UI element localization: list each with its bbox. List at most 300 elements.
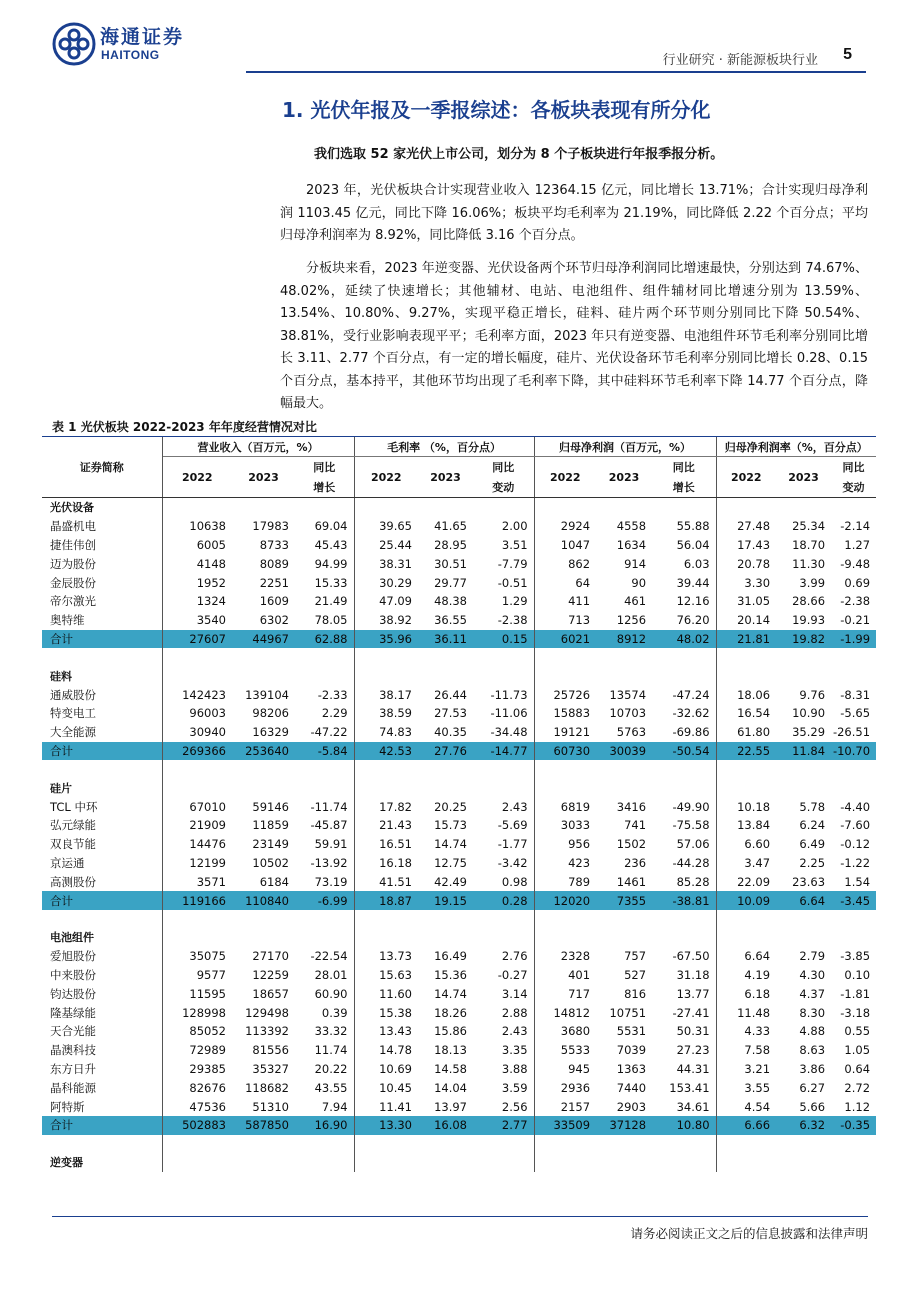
table-row xyxy=(42,816,876,835)
table-cell: 18.06 xyxy=(737,687,771,702)
table-cell xyxy=(473,498,534,517)
table-cell xyxy=(162,648,232,666)
table-cell: -2.38 xyxy=(473,611,534,630)
table-cell: 128998 xyxy=(182,1005,226,1020)
table-cell: 25.44 xyxy=(379,537,413,552)
table-cell xyxy=(295,648,354,666)
table-cell: 64 xyxy=(575,575,591,590)
table-cell xyxy=(473,648,534,666)
table-cell: 1.29 xyxy=(473,592,534,611)
company-name: 高测股份 xyxy=(42,872,162,891)
table-cell xyxy=(534,910,596,928)
table-cell: 6021 xyxy=(534,630,596,649)
table-cell: -0.35 xyxy=(831,1116,876,1135)
table-cell: -3.85 xyxy=(840,949,871,964)
table-cell: 4.19 xyxy=(744,967,771,982)
table-cell: 862 xyxy=(568,556,591,571)
table-cell: 2.25 xyxy=(799,855,826,870)
table-cell: 1324 xyxy=(196,594,226,609)
table-cell xyxy=(596,910,652,928)
table-cell: 1461 xyxy=(616,874,647,889)
table-cell xyxy=(354,1153,418,1172)
year-header: 2022 xyxy=(534,457,596,498)
table-cell xyxy=(295,1135,354,1153)
table-cell xyxy=(162,760,232,778)
performance-table xyxy=(42,437,876,1172)
paragraph-segments: 分板块来看，2023 年逆变器、光伏设备两个环节归母净利润同比增速最快，分别达到 74.67%、48.02%，延续了快速增长；其他辅材、电站、电池组件、组件辅材同比增速分别为 13.59%、13.54%、10.80%、9.27%，实现平稳正增长，硅料、硅片两个环节则分别同比下降 50.54%、38.81%，受行业影响表现平平；毛利率方面，2023 年只有逆变器、电池组件环节毛利率分别同比增长 3.11、2.77 个百分点，有一定的增长幅度，硅片、光伏设备环节毛利率分别同比增长 0.28、0.15 个百分点，基本持平，其他环节均出现了毛利率下降，其中硅料环节毛利率下降 14.77 个百分点，降幅最大。 xyxy=(280,261,868,411)
table-cell: -34.48 xyxy=(473,723,534,742)
table-cell: 16.18 xyxy=(379,855,413,870)
table-cell: 40.35 xyxy=(434,725,468,740)
table-cell: 110840 xyxy=(232,891,295,910)
table-cell: 2.43 xyxy=(473,797,534,816)
table-cell: 14812 xyxy=(553,1005,591,1020)
table-cell: 19.15 xyxy=(418,891,473,910)
table-cell: -11.73 xyxy=(473,685,534,704)
table-spacer-row xyxy=(42,648,876,666)
table-cell: 13574 xyxy=(609,687,647,702)
company-name: 晶科能源 xyxy=(42,1078,162,1097)
column-group-net-margin: 归母净利润率（%，百分点） xyxy=(716,437,876,457)
table-cell: 3.59 xyxy=(473,1078,534,1097)
table-cell: 789 xyxy=(568,874,591,889)
table-cell: 3680 xyxy=(560,1024,591,1039)
table-cell: 37128 xyxy=(596,1116,652,1135)
table-cell: 717 xyxy=(568,986,591,1001)
sector-name: 逆变器 xyxy=(42,1153,162,1172)
company-name: 迈为股份 xyxy=(42,554,162,573)
table-row xyxy=(42,592,876,611)
table-cell xyxy=(162,498,232,517)
table-cell: 2.77 xyxy=(473,1116,534,1135)
table-cell: -4.40 xyxy=(840,799,871,814)
table-cell: 14476 xyxy=(189,837,226,852)
change-header-top: 同比 xyxy=(652,457,716,478)
table-cell: 401 xyxy=(568,967,591,982)
table-header-row-groups xyxy=(42,437,876,457)
table-cell xyxy=(232,498,295,517)
table-cell: 6.03 xyxy=(652,554,716,573)
year-header: 2022 xyxy=(162,457,232,498)
table-row xyxy=(42,573,876,592)
table-cell: -3.18 xyxy=(840,1005,871,1020)
table-row xyxy=(42,704,876,723)
table-cell xyxy=(716,910,776,928)
table-cell: 15.33 xyxy=(295,573,354,592)
year-header: 2022 xyxy=(354,457,418,498)
table-cell: -67.50 xyxy=(652,947,716,966)
table-cell xyxy=(354,666,418,685)
table-cell: -1.77 xyxy=(473,835,534,854)
table-cell: 45.43 xyxy=(295,536,354,555)
table-cell: -38.81 xyxy=(652,891,716,910)
table-cell: 3.14 xyxy=(473,984,534,1003)
table-cell xyxy=(232,910,295,928)
table-row xyxy=(42,835,876,854)
table-cell: 10.45 xyxy=(379,1080,413,1095)
table-cell: 0.69 xyxy=(844,575,871,590)
table-cell: -5.69 xyxy=(473,816,534,835)
table-cell xyxy=(716,1135,776,1153)
table-cell: -6.99 xyxy=(295,891,354,910)
table-cell: 2.72 xyxy=(844,1080,871,1095)
table-cell xyxy=(652,778,716,797)
table-cell: 42.49 xyxy=(434,874,468,889)
table-cell: 5531 xyxy=(616,1024,647,1039)
table-cell: 13.97 xyxy=(434,1099,468,1114)
table-cell: 11.84 xyxy=(776,742,831,761)
table-cell: 0.98 xyxy=(473,872,534,891)
table-cell: 6.66 xyxy=(716,1116,776,1135)
table-cell: 6005 xyxy=(196,537,226,552)
company-name: 合计 xyxy=(42,1116,162,1135)
table-cell: 4148 xyxy=(196,556,226,571)
table-cell: 17983 xyxy=(252,519,289,534)
table-cell: 3.30 xyxy=(744,575,771,590)
company-name: 钧达股份 xyxy=(42,984,162,1003)
table-cell: -2.38 xyxy=(840,594,871,609)
table-row xyxy=(42,1078,876,1097)
table-cell: 11595 xyxy=(189,986,226,1001)
table-cell: 12.75 xyxy=(434,855,468,870)
column-group-revenue: 营业收入（百万元，%） xyxy=(162,437,354,457)
haitong-logo-mark-icon xyxy=(52,22,96,66)
table-cell xyxy=(596,498,652,517)
table-cell: 12.16 xyxy=(652,592,716,611)
table-cell: 15883 xyxy=(553,706,591,721)
lead-sentence: 我们选取 52 家光伏上市公司，划分为 8 个子板块进行年报季报分析。 xyxy=(314,147,724,162)
table-cell: 7039 xyxy=(616,1043,647,1058)
table-cell: 73.19 xyxy=(295,872,354,891)
table-cell: 56.04 xyxy=(652,536,716,555)
table-cell: 1502 xyxy=(616,837,647,852)
table-cell: 269366 xyxy=(162,742,232,761)
table-cell xyxy=(831,498,876,517)
table-cell: 94.99 xyxy=(295,554,354,573)
table-cell: -47.22 xyxy=(295,723,354,742)
table-cell: 8.63 xyxy=(799,1043,826,1058)
table-cell: 18.26 xyxy=(434,1005,468,1020)
change-header-bottom: 变动 xyxy=(473,477,534,498)
table-cell xyxy=(295,910,354,928)
table-cell: 78.05 xyxy=(295,611,354,630)
year-header: 2022 xyxy=(716,457,776,498)
table-cell xyxy=(831,666,876,685)
company-name: 帝尔激光 xyxy=(42,592,162,611)
table-cell: 14.74 xyxy=(434,986,468,1001)
table-cell: 118682 xyxy=(245,1080,289,1095)
table-cell: -3.42 xyxy=(473,854,534,873)
table-cell xyxy=(534,760,596,778)
table-cell: 20.78 xyxy=(737,556,771,571)
column-group-gross-margin: 毛利率 （%，百分点） xyxy=(354,437,534,457)
table-cell: -9.48 xyxy=(840,556,871,571)
table-cell: 16.90 xyxy=(295,1116,354,1135)
table-cell: 18657 xyxy=(252,986,289,1001)
table-cell xyxy=(418,910,473,928)
table-cell: 2.29 xyxy=(295,704,354,723)
company-name: 双良节能 xyxy=(42,835,162,854)
table-cell xyxy=(831,1153,876,1172)
table-cell: 2936 xyxy=(560,1080,591,1095)
table-cell: 30940 xyxy=(189,725,226,740)
table-cell: 42.53 xyxy=(354,742,418,761)
table-cell: 6.32 xyxy=(776,1116,831,1135)
table-cell xyxy=(776,1153,831,1172)
company-name: 爱旭股份 xyxy=(42,947,162,966)
table-cell: -10.70 xyxy=(831,742,876,761)
table-cell: -32.62 xyxy=(652,704,716,723)
table-cell: 27.53 xyxy=(434,706,468,721)
table-spacer-row xyxy=(42,760,876,778)
table-cell: 23149 xyxy=(252,837,289,852)
table-total-row xyxy=(42,630,876,649)
company-name: 合计 xyxy=(42,742,162,761)
table-cell: 60.90 xyxy=(295,984,354,1003)
table-cell: 59.91 xyxy=(295,835,354,854)
table-cell: -1.99 xyxy=(831,630,876,649)
table-cell: 741 xyxy=(624,818,647,833)
table-cell: 3.21 xyxy=(744,1061,771,1076)
company-name: 阿特斯 xyxy=(42,1097,162,1116)
table-row xyxy=(42,723,876,742)
table-cell: -11.74 xyxy=(295,797,354,816)
table-cell: 96003 xyxy=(189,706,226,721)
change-header-top: 同比 xyxy=(473,457,534,478)
table-cell: 38.17 xyxy=(379,687,413,702)
table-cell: 27607 xyxy=(162,630,232,649)
table-cell: 35327 xyxy=(252,1061,289,1076)
table-cell: 6819 xyxy=(560,799,591,814)
table-header-row-years xyxy=(42,457,876,478)
table-cell: 33509 xyxy=(534,1116,596,1135)
company-name: 金辰股份 xyxy=(42,573,162,592)
table-cell: 16.51 xyxy=(379,837,413,852)
table-cell: 26.44 xyxy=(434,687,468,702)
table-cell xyxy=(354,778,418,797)
table-cell xyxy=(354,1135,418,1153)
table-cell: 5.78 xyxy=(799,799,826,814)
table-cell: 15.86 xyxy=(434,1024,468,1039)
table-cell: 31.05 xyxy=(737,594,771,609)
table-cell: 33.32 xyxy=(295,1022,354,1041)
table-cell: 20.25 xyxy=(434,799,468,814)
table-cell: 0.10 xyxy=(844,967,871,982)
table-cell: 22.09 xyxy=(737,874,771,889)
table-row xyxy=(42,554,876,573)
table-cell xyxy=(534,1135,596,1153)
table-cell: 76.20 xyxy=(652,611,716,630)
table-cell: 6.18 xyxy=(744,986,771,1001)
table-cell: -22.54 xyxy=(295,947,354,966)
table-cell xyxy=(473,760,534,778)
table-cell: 25.34 xyxy=(792,519,826,534)
table-cell: -69.86 xyxy=(652,723,716,742)
table-cell xyxy=(295,498,354,517)
table-cell: 3.47 xyxy=(744,855,771,870)
table-cell: 3.99 xyxy=(799,575,826,590)
year-header: 2023 xyxy=(776,457,831,498)
table-row xyxy=(42,517,876,536)
table-cell: 28.95 xyxy=(434,537,468,552)
table-cell: -50.54 xyxy=(652,742,716,761)
table-cell xyxy=(831,760,876,778)
table-cell: 13.73 xyxy=(379,949,413,964)
table-cell: 0.64 xyxy=(844,1061,871,1076)
table-cell: 7.58 xyxy=(744,1043,771,1058)
company-name: 天合光能 xyxy=(42,1022,162,1041)
table-cell xyxy=(652,666,716,685)
table-cell xyxy=(596,1135,652,1153)
table-cell: 17.43 xyxy=(737,537,771,552)
page-number: 5 xyxy=(843,46,852,63)
table-cell: 12259 xyxy=(252,967,289,982)
table-cell: 11.48 xyxy=(737,1005,771,1020)
sector-name: 电池组件 xyxy=(42,928,162,947)
company-name: 弘元绿能 xyxy=(42,816,162,835)
table-cell: 956 xyxy=(568,837,591,852)
table-cell: 21909 xyxy=(189,818,226,833)
table-cell xyxy=(534,648,596,666)
table-cell: 34.61 xyxy=(652,1097,716,1116)
table-cell: 7.94 xyxy=(295,1097,354,1116)
table-cell: 253640 xyxy=(232,742,295,761)
table-cell: 1609 xyxy=(259,594,289,609)
table-cell: 4.30 xyxy=(799,967,826,982)
table-cell xyxy=(831,778,876,797)
table-cell xyxy=(534,1153,596,1172)
table-cell: 139104 xyxy=(245,687,289,702)
table-cell xyxy=(162,928,232,947)
table-cell: 6.64 xyxy=(744,949,771,964)
table-cell: -0.27 xyxy=(473,966,534,985)
table-cell: -11.06 xyxy=(473,704,534,723)
table-cell xyxy=(418,1153,473,1172)
table-cell: 8.30 xyxy=(799,1005,826,1020)
table-cell: -14.77 xyxy=(473,742,534,761)
table-cell: 30.51 xyxy=(434,556,468,571)
table-cell: 19.93 xyxy=(792,613,826,628)
table-cell: -13.92 xyxy=(295,854,354,873)
table-cell: -49.90 xyxy=(652,797,716,816)
table-cell: 41.51 xyxy=(379,874,413,889)
table-cell xyxy=(473,1135,534,1153)
table-cell: 36.11 xyxy=(418,630,473,649)
table-cell: 6.60 xyxy=(744,837,771,852)
table-cell: 21.81 xyxy=(716,630,776,649)
sector-heading-row xyxy=(42,666,876,685)
table-cell: 10.69 xyxy=(379,1061,413,1076)
table-cell xyxy=(354,498,418,517)
table-cell: 13.30 xyxy=(354,1116,418,1135)
table-cell: 17.82 xyxy=(379,799,413,814)
table-cell: 0.15 xyxy=(473,630,534,649)
table-caption: 表 1 光伏板块 2022-2023 年年度经营情况对比 xyxy=(52,420,317,434)
table-cell: 29.77 xyxy=(434,575,468,590)
disclaimer-footer: 请务必阅读正文之后的信息披露和法律声明 xyxy=(630,1226,868,1241)
table-cell: 502883 xyxy=(162,1116,232,1135)
table-cell xyxy=(776,648,831,666)
sector-heading-row xyxy=(42,498,876,517)
table-cell xyxy=(354,910,418,928)
table-cell: 15.38 xyxy=(379,1005,413,1020)
table-cell xyxy=(473,778,534,797)
table-row xyxy=(42,1041,876,1060)
table-cell: 5763 xyxy=(616,725,647,740)
table-cell: 3416 xyxy=(616,799,647,814)
table-cell: 27.76 xyxy=(418,742,473,761)
sector-heading-row xyxy=(42,1153,876,1172)
table-row xyxy=(42,947,876,966)
company-name: 通威股份 xyxy=(42,685,162,704)
table-cell: 411 xyxy=(568,594,591,609)
table-cell xyxy=(232,928,295,947)
report-category: 行业研究 · 新能源板块行业 xyxy=(662,53,818,68)
table-cell xyxy=(418,1135,473,1153)
table-row xyxy=(42,685,876,704)
table-cell: 10.18 xyxy=(737,799,771,814)
table-cell xyxy=(776,1135,831,1153)
table-cell xyxy=(596,666,652,685)
table-cell: 35.96 xyxy=(354,630,418,649)
table-cell: 74.83 xyxy=(379,725,413,740)
table-cell xyxy=(418,666,473,685)
table-cell: 236 xyxy=(624,855,647,870)
table-row xyxy=(42,536,876,555)
table-row xyxy=(42,984,876,1003)
table-cell: 48.38 xyxy=(434,594,468,609)
table-cell: 2251 xyxy=(259,575,289,590)
table-cell: -47.24 xyxy=(652,685,716,704)
table-cell: 90 xyxy=(631,575,647,590)
table-cell: 25726 xyxy=(553,687,591,702)
table-cell: 8912 xyxy=(596,630,652,649)
table-cell: 18.70 xyxy=(792,537,826,552)
table-cell: 72989 xyxy=(189,1043,226,1058)
table-cell: 12020 xyxy=(534,891,596,910)
table-cell: 3.51 xyxy=(473,536,534,555)
table-cell: 21.49 xyxy=(295,592,354,611)
table-cell: -1.22 xyxy=(840,855,871,870)
table-cell: 527 xyxy=(624,967,647,982)
table-cell xyxy=(473,666,534,685)
table-cell: 11859 xyxy=(252,818,289,833)
table-cell: 6184 xyxy=(259,874,289,889)
table-cell xyxy=(716,778,776,797)
table-cell: 82676 xyxy=(189,1080,226,1095)
table-cell: 113392 xyxy=(245,1024,289,1039)
table-cell: 10.80 xyxy=(652,1116,716,1135)
table-cell xyxy=(232,666,295,685)
table-cell: 8089 xyxy=(259,556,289,571)
table-cell: 757 xyxy=(624,949,647,964)
table-cell xyxy=(534,666,596,685)
table-cell xyxy=(418,760,473,778)
table-cell: 35075 xyxy=(189,949,226,964)
table-cell: 31.18 xyxy=(652,966,716,985)
change-header-bottom: 变动 xyxy=(831,477,876,498)
table-cell: 7440 xyxy=(616,1080,647,1095)
table-cell: 6.64 xyxy=(776,891,831,910)
table-cell: -3.45 xyxy=(831,891,876,910)
table-cell: 7355 xyxy=(596,891,652,910)
table-cell: -0.51 xyxy=(473,573,534,592)
table-cell: 61.80 xyxy=(737,725,771,740)
column-group-net-profit: 归母净利润（百万元，%） xyxy=(534,437,716,457)
table-row xyxy=(42,1003,876,1022)
table-cell: 10502 xyxy=(252,855,289,870)
table-cell: 1634 xyxy=(616,537,647,552)
